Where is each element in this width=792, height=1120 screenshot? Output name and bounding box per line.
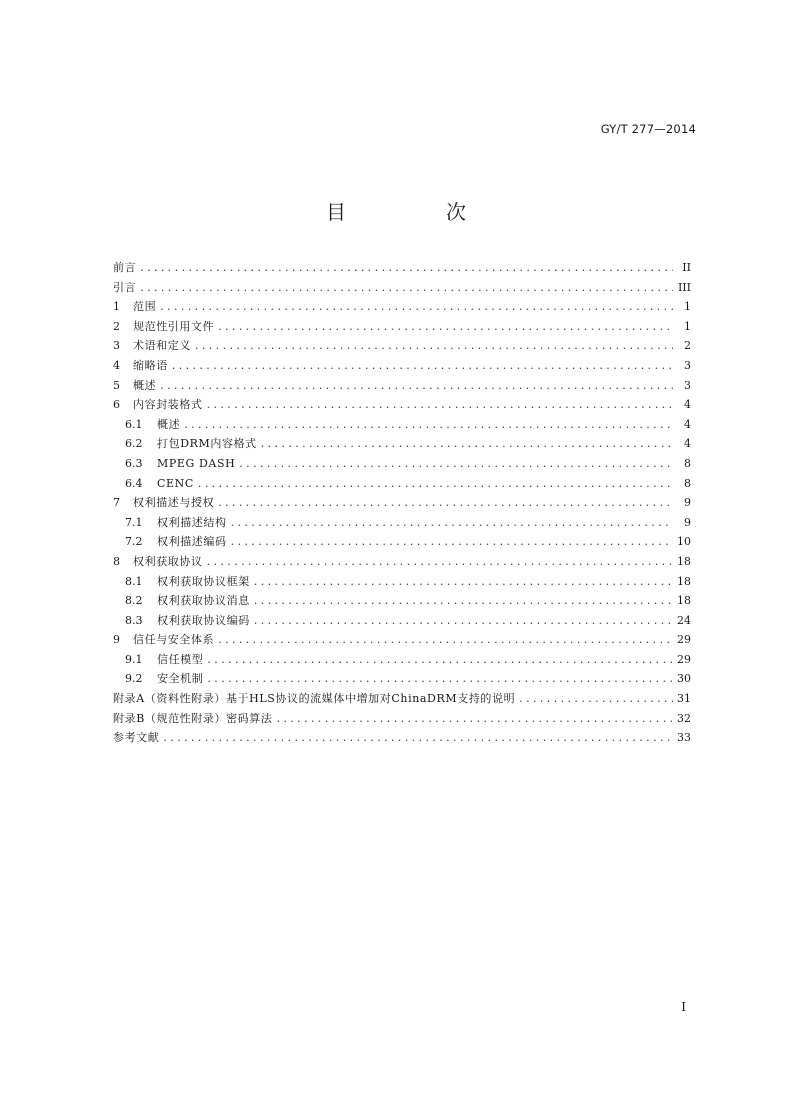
toc-leader-dots <box>163 728 673 748</box>
toc-entry-title: 权利获取协议框架 <box>157 574 250 588</box>
toc-entry-number: 5 <box>113 378 120 392</box>
toc-entry-page: 8 <box>684 456 691 470</box>
toc-entry-number: 8.1 <box>125 574 143 588</box>
toc-entry[interactable] <box>113 532 691 552</box>
toc-entry-title: 术语和定义 <box>133 339 191 353</box>
toc-entry-page: 33 <box>677 731 691 745</box>
toc-leader-dots <box>519 689 673 709</box>
toc-entry-title: 引言 <box>113 280 137 294</box>
toc-entry[interactable] <box>113 415 691 435</box>
toc-entry-page: II <box>682 261 691 274</box>
toc-entry[interactable] <box>113 376 691 396</box>
toc-leader-dots <box>218 317 673 337</box>
toc-entry-title: MPEG DASH <box>157 456 236 470</box>
toc-leader-dots <box>276 709 673 729</box>
toc-entry[interactable] <box>113 728 691 748</box>
toc-entry[interactable] <box>113 630 691 650</box>
toc-leader-dots <box>184 415 673 435</box>
toc-entry[interactable] <box>113 258 691 278</box>
toc-entry-number: 1 <box>113 300 120 314</box>
toc-entry[interactable] <box>113 709 691 729</box>
toc-entry-page: 8 <box>684 476 691 490</box>
toc-entry-page: 1 <box>684 319 691 333</box>
toc-leader-dots <box>254 611 673 631</box>
toc-entry-title: 内容封装格式 <box>133 398 203 412</box>
toc-entry-number: 6.4 <box>125 476 143 490</box>
toc-entry-title: 权利描述编码 <box>157 535 227 549</box>
toc-entry[interactable] <box>113 493 691 513</box>
toc-entry-page: 10 <box>677 535 691 549</box>
toc-entry-page: 4 <box>684 417 691 431</box>
toc-entry-number: 6.3 <box>125 456 143 470</box>
toc-entry-page: 30 <box>677 672 691 686</box>
table-of-contents <box>113 258 691 748</box>
toc-entry-page: 31 <box>677 692 691 706</box>
toc-entry[interactable] <box>113 591 691 611</box>
toc-entry-page: 9 <box>684 515 691 529</box>
toc-entry-number: 7.1 <box>125 515 143 529</box>
toc-entry[interactable] <box>113 689 691 709</box>
toc-entry[interactable] <box>113 434 691 454</box>
toc-entry-page: 3 <box>684 358 691 372</box>
standard-code: GY/T 277—2014 <box>600 122 696 136</box>
toc-entry-number: 4 <box>113 358 120 372</box>
toc-entry[interactable] <box>113 297 691 317</box>
toc-entry-page: 18 <box>677 594 691 608</box>
toc-entry[interactable] <box>113 650 691 670</box>
toc-leader-dots <box>207 395 673 415</box>
toc-entry-title: 附录A（资料性附录）基于HLS协议的流媒体中增加对ChinaDRM支持的说明 <box>113 692 516 706</box>
toc-entry-title: 概述 <box>133 378 157 392</box>
toc-entry-title: 权利获取协议 <box>133 554 203 568</box>
toc-entry-number: 3 <box>113 339 120 353</box>
toc-entry-number: 9 <box>113 633 120 647</box>
toc-entry[interactable] <box>113 513 691 533</box>
toc-entry-page: 4 <box>684 398 691 412</box>
toc-leader-dots <box>239 454 673 474</box>
page-title: 目 次 <box>326 200 506 224</box>
toc-entry-page: 18 <box>677 574 691 588</box>
toc-entry-title: CENC <box>157 476 194 490</box>
toc-entry-title: 安全机制 <box>157 672 204 686</box>
toc-entry-title: 范围 <box>133 300 157 314</box>
toc-entry-title: 信任模型 <box>157 652 204 666</box>
toc-entry-page: 3 <box>684 378 691 392</box>
toc-entry-page: 24 <box>677 613 691 627</box>
toc-leader-dots <box>207 669 673 689</box>
toc-entry[interactable] <box>113 356 691 376</box>
toc-entry-page: 29 <box>677 633 691 647</box>
toc-entry-page: III <box>677 280 691 294</box>
toc-entry[interactable] <box>113 474 691 494</box>
toc-entry-title: 规范性引用文件 <box>133 319 215 333</box>
toc-leader-dots <box>172 356 673 376</box>
toc-entry-title: 参考文献 <box>113 731 160 745</box>
toc-entry[interactable] <box>113 611 691 631</box>
toc-leader-dots <box>160 376 673 396</box>
toc-entry-number: 9.2 <box>125 672 143 686</box>
toc-entry-number: 6.1 <box>125 417 143 431</box>
toc-entry-title: 前言 <box>113 261 137 274</box>
toc-entry-page: 2 <box>684 339 691 353</box>
toc-entry-title: 权利描述与授权 <box>133 496 215 510</box>
toc-entry-page: 32 <box>677 711 691 725</box>
toc-leader-dots <box>218 630 673 650</box>
toc-leader-dots <box>195 336 673 356</box>
toc-entry-page: 4 <box>684 437 691 451</box>
page-number: I <box>681 1000 686 1014</box>
toc-leader-dots <box>254 591 673 611</box>
toc-entry-number: 8.3 <box>125 613 143 627</box>
toc-entry[interactable] <box>113 336 691 356</box>
toc-entry-title: 概述 <box>157 417 181 431</box>
toc-entry[interactable] <box>113 552 691 572</box>
toc-entry-number: 6 <box>113 398 120 412</box>
toc-leader-dots <box>231 532 673 552</box>
toc-entry-title: 打包DRM内容格式 <box>157 437 257 451</box>
toc-entry-page: 1 <box>684 300 691 314</box>
toc-entry[interactable] <box>113 278 691 298</box>
toc-entry-title: 权利描述结构 <box>157 515 227 529</box>
toc-entry[interactable] <box>113 669 691 689</box>
toc-entry-number: 2 <box>113 319 120 333</box>
toc-leader-dots <box>254 572 673 592</box>
toc-leader-dots <box>207 552 673 572</box>
toc-entry[interactable] <box>113 395 691 415</box>
toc-entry-title: 附录B（规范性附录）密码算法 <box>113 711 273 725</box>
toc-entry-page: 29 <box>677 652 691 666</box>
toc-entry-title: 权利获取协议编码 <box>157 613 250 627</box>
toc-leader-dots <box>231 513 673 533</box>
toc-entry[interactable] <box>113 572 691 592</box>
toc-leader-dots <box>160 297 673 317</box>
toc-entry-number: 7 <box>113 496 120 510</box>
toc-entry-title: 缩略语 <box>133 358 168 372</box>
toc-entry-page: 9 <box>684 496 691 510</box>
toc-entry-title: 信任与安全体系 <box>133 633 215 647</box>
toc-entry-number: 9.1 <box>125 652 143 666</box>
toc-entry-number: 7.2 <box>125 535 143 549</box>
toc-leader-dots <box>140 278 673 298</box>
toc-leader-dots <box>218 493 673 513</box>
toc-entry-title: 权利获取协议消息 <box>157 594 250 608</box>
toc-entry-number: 6.2 <box>125 437 143 451</box>
toc-leader-dots <box>140 258 673 278</box>
toc-entry[interactable] <box>113 317 691 337</box>
toc-leader-dots <box>207 650 673 670</box>
toc-entry[interactable] <box>113 454 691 474</box>
toc-leader-dots <box>261 434 673 454</box>
toc-leader-dots <box>198 474 673 494</box>
toc-entry-number: 8.2 <box>125 594 143 608</box>
toc-entry-number: 8 <box>113 554 120 568</box>
toc-entry-page: 18 <box>677 554 691 568</box>
